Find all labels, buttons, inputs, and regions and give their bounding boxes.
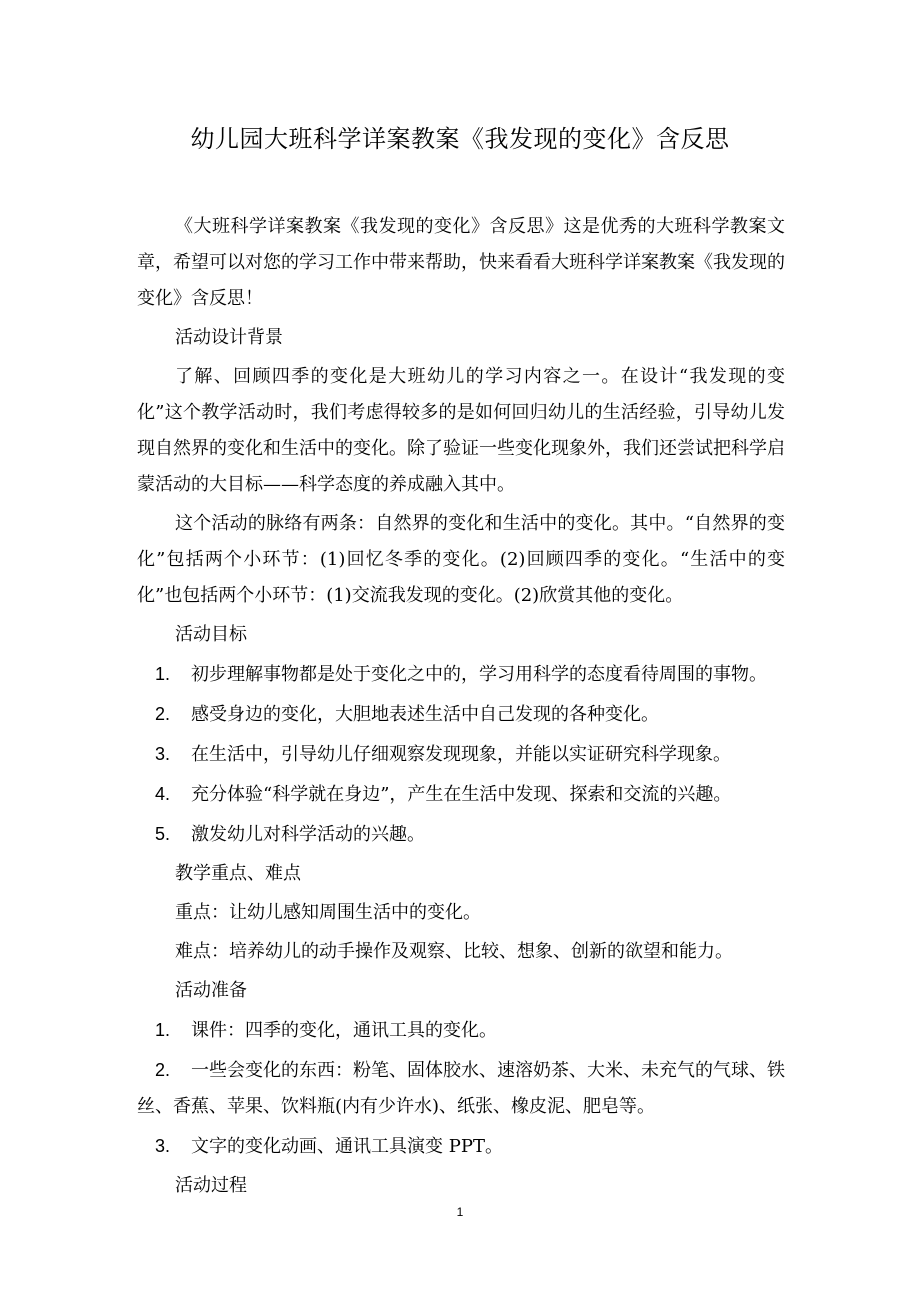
intro-paragraph: 《大班科学详案教案《我发现的变化》含反思》这是优秀的大班科学教案文章，希望可以对您的学习工作中带来帮助，快来看看大班科学详案教案《我发现的变化》含反思！ [137, 216, 785, 309]
preparation-item-number: 3. [155, 1136, 171, 1156]
preparation-item [137, 1052, 785, 1125]
goal-item-text: 初步理解事物都是处于变化之中的，学习用科学的态度看待周围的事物。 [191, 664, 767, 685]
preparation-item-number: 1. [155, 1020, 171, 1040]
goal-item-number: 1. [155, 664, 171, 684]
heading-background: 活动设计背景 [175, 327, 283, 348]
heading-goals: 活动目标 [175, 624, 247, 645]
goal-item-number: 5. [155, 824, 171, 844]
preparation-item-text: 文字的变化动画、通讯工具演变 PPT。 [191, 1136, 503, 1157]
goal-item-number: 4. [155, 784, 171, 804]
goal-item-text: 激发幼儿对科学活动的兴趣。 [191, 824, 425, 845]
preparation-item [137, 1012, 785, 1049]
goal-item [137, 736, 785, 773]
preparation-item-number: 2. [155, 1060, 171, 1080]
key-point-difficulty: 难点：培养幼儿的动手操作及观察、比较、想象、创新的欲望和能力。 [175, 941, 733, 962]
key-point-focus: 重点：让幼儿感知周围生活中的变化。 [175, 902, 481, 923]
goal-item-text: 在生活中，引导幼儿仔细观察发现现象，并能以实证研究科学现象。 [191, 744, 731, 765]
goal-item [137, 776, 785, 813]
heading-preparation: 活动准备 [175, 980, 247, 1001]
page-number: 1 [456, 1205, 464, 1219]
goal-item-text: 充分体验“科学就在身边”，产生在生活中发现、探索和交流的兴趣。 [191, 784, 732, 805]
goal-item [137, 656, 785, 693]
heading-process: 活动过程 [175, 1175, 247, 1196]
goal-item-number: 3. [155, 744, 171, 764]
preparation-item-text: 课件：四季的变化，通讯工具的变化。 [191, 1020, 497, 1041]
document-title: 幼儿园大班科学详案教案《我发现的变化》含反思 [190, 125, 730, 153]
goal-item [137, 696, 785, 733]
heading-key-points: 教学重点、难点 [175, 863, 301, 884]
preparation-item-text: 一些会变化的东西：粉笔、固体胶水、速溶奶茶、大米、未充气的气球、铁丝、香蕉、苹果、饮料瓶(内有少许水)、纸张、橡皮泥、肥皂等。 [137, 1060, 785, 1117]
background-paragraph-1: 了解、回顾四季的变化是大班幼儿的学习内容之一。在设计“我发现的变化”这个教学活动时，我们考虑得较多的是如何回归幼儿的生活经验，引导幼儿发现自然界的变化和生活中的变化。除了验证一些变化现象外，我们还尝试把科学启蒙活动的大目标——科学态度的养成融入其中。 [137, 366, 785, 495]
goal-item [137, 816, 785, 853]
goal-item-number: 2. [155, 704, 171, 724]
preparation-item [137, 1128, 785, 1165]
document-body [137, 209, 785, 1204]
goal-item-text: 感受身边的变化，大胆地表述生活中自己发现的各种变化。 [191, 704, 659, 725]
background-paragraph-2: 这个活动的脉络有两条：自然界的变化和生活中的变化。其中。“自然界的变化”包括两个小环节：(1)回忆冬季的变化。(2)回顾四季的变化。“生活中的变化”也包括两个小环节：(1)交流我发现的变化。(2)欣赏其他的变化。 [137, 513, 785, 606]
